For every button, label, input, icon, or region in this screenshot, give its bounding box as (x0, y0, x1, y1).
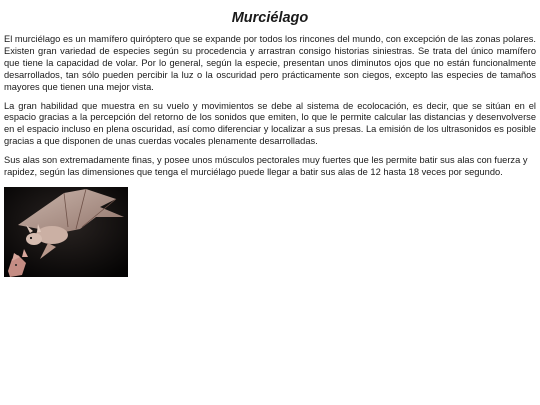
bat-illustration (4, 187, 128, 277)
paragraph-wings: Sus alas son extremadamente finas, y posee unos músculos pectorales muy fuertes que les permite batir sus alas con fuerza y rapidez, según las dimensiones que tenga el murciélago puede llegar a batir sus alas de 12 hasta 18 veces por segundo. (4, 155, 528, 178)
article-title: Murciélago (231, 10, 309, 26)
paragraph-intro: El murciélago es un mamífero quiróptero que se expande por todos los rincones del mundo, con excepción de las zonas polares. Existen gran variedad de especies según su procedencia y arrastran consigo historias siniestras. Se trata del único mamífero que tiene la capacidad de volar. Por lo general, según la especie, presentan unos diminutos ojos que no están funcionalmente desarrollados, tan sólo pueden percibir la luz o la oscuridad pero prácticamente son ciegos, excepto las especies de tamaños mayores que tienen una mejor vista. (4, 34, 536, 92)
bat-photo (4, 187, 128, 277)
paragraph-echolocation: La gran habilidad que muestra en su vuelo y movimientos se debe al sistema de ecolocación, es decir, que se sitúan en el espacio gracias a la percepción del retorno de los sonidos que emiten, lo que le permite calcular las distancias y desenvolverse en el espacio incluso en plena oscuridad, así como diferenciar y localizar a sus presas. La emisión de los ultrasonidos es posible gracias a que disponen de unas cuerdas vocales plenamente desarrolladas. (4, 100, 536, 147)
